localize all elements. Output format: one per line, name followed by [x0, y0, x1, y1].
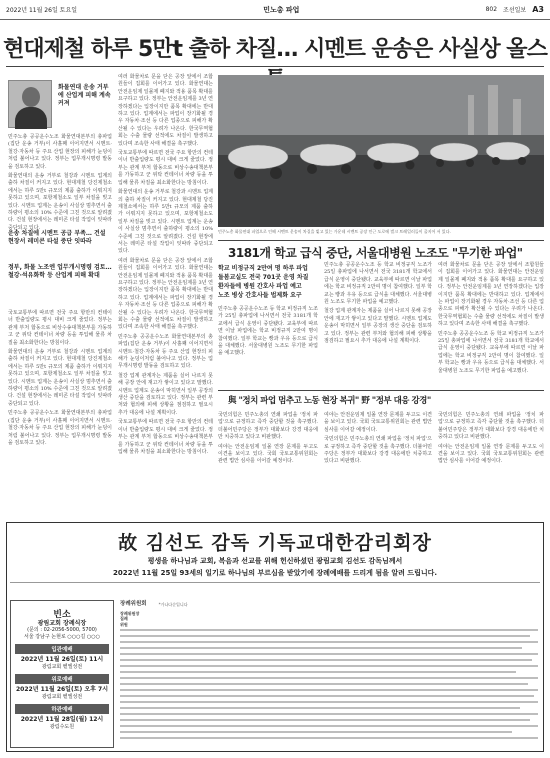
column1-body-text-repeat: 화물연대의 운송 거부로 철강과 시멘트 업계의 출하 차질이 커지고 있다. 현대제철 당진제철소에서는 하루 5만t 규모의 제품 출하가 이뤄지지 못하고 있으며, 포항제철소도 일부 차질을 빚고 있다. 시멘트 업계는 운송이 사실상 멈추면서 출하량이 평소의 10% 수준에 그친 것으로 알려졌다. 건설 현장에서는 레미콘 타설 작업이 잇따라 중단되고 있다. [8, 349, 112, 407]
funeral-place: 광림교회 장례식장 [37, 620, 87, 627]
headline-divider [6, 66, 544, 67]
column1-body [8, 310, 112, 510]
obituary-divider [10, 582, 540, 583]
page-number: A3 [532, 5, 544, 14]
article2-body-2: 민주노총 공공운수노조 등 학교 비정규직 노조가 25일 총파업에 나서면서 전국 3181개 학교에서 급식 운영이 중단됐다. 교육부에 따르면 이날 파업에는 학교 비정규직 2만여 명이 참여했다. 일부 학교는 빵과 우유 등으로 급식을 대체했다. 서울대병원 노조도 무기한 파업을 예고했다. [324, 262, 432, 306]
reporter-body-shape [15, 107, 47, 129]
committee-note: *가나다순입니다 [158, 602, 188, 607]
obituary-subtitle-2: 2022년 11월 25일 93세의 일기로 하나님의 부르심을 받았기에 장례예배를 드리게 됨을 알려 드립니다. [112, 569, 438, 577]
obituary-subtitle: 평생을 하나님과 교회, 복음과 선교를 위해 헌신하셨던 광림교회 김선도 감독님께서 [147, 557, 403, 565]
funeral-room-label: 빈소 [53, 610, 71, 620]
article2-col1 [218, 306, 318, 386]
funeral-address: 서울 강남구 논현로 ○○○길 ○○○ [23, 634, 100, 640]
section-title: 민노총 파업 [263, 5, 300, 14]
page-info [486, 5, 544, 14]
column1-section-head-1: 운송 차질에 시멘트 공급 부족… 건설 현장서 레미콘 타설 중단 잇따라 [8, 230, 106, 245]
column2-body-text-b: 국토교통부에 따르면 전국 주요 항만의 컨테이너 반출입량도 평시 대비 크게 줄었다. 정부는 관계 부처 합동으로 비상수송대책본부를 가동하고 군 위탁 컨테이너 차량 등을 투입해 물류 차질을 최소화한다는 방침이다. [118, 150, 213, 186]
column2-body-text-e: 민주노총 공공운수노조 화물연대본부의 총파업(집단 운송 거부)이 사흘째 이어지면서 시멘트·철강·자동차 등 주요 산업 현장의 피해가 눈덩이처럼 불어나고 있다. 정부는 업무개시명령 발동을 검토하고 있다. [118, 333, 213, 370]
article2-kickers [218, 264, 318, 300]
funeral-committee-list [120, 602, 540, 748]
committee-label-1: 장례위원장 [120, 610, 140, 616]
service-band-3: 하관예배 [15, 704, 109, 714]
article3-top-rule [218, 390, 544, 391]
article3-body-right: 국민의힘은 민주노총의 연쇄 파업을 '정치 파업'으로 규정하고 즉각 중단할 것을 촉구했다. 더불어민주당은 정부가 대화보다 강경 대응에만 치중하고 있다고 비판했다. [438, 412, 544, 441]
article3-body-left-b: 여야는 안전운임제 일몰 연장 문제를 두고도 이견을 보이고 있다. 국회 국토교통위원회는 관련 법안 심사를 이어갈 예정이다. [218, 443, 318, 465]
article2-kicker-1: 학교 비정규직 2만여 명 하루 파업 [218, 265, 308, 272]
page-code: 802 [485, 6, 498, 13]
service-date-2: 2022년 11월 26일(토) 오후 7시 [16, 686, 108, 693]
column1-intro-text: 민주노총 공공운수노조 화물연대본부의 총파업(집단 운송 거부)이 사흘째 이어지면서 시멘트·철강·자동차 등 주요 산업 현장의 피해가 눈덩이처럼 불어나고 있다. 정부는 업무개시명령 발동을 검토하고 있다. [8, 134, 112, 170]
news-photo-svg [218, 75, 544, 227]
reporter-head-shape [22, 87, 40, 107]
service-place-3: 광림수도원 [49, 724, 75, 730]
column1-body-text-2: 국토교통부에 따르면 전국 주요 항만의 컨테이너 반출입량도 평시 대비 크게 줄었다. 정부는 관계 부처 합동으로 비상수송대책본부를 가동하고 군 위탁 컨테이너 차량 등을 투입해 물류 차질을 최소화한다는 방침이다. [8, 310, 112, 346]
article3-col1 [218, 412, 318, 510]
committee-names-block [120, 627, 540, 745]
news-photo [218, 75, 544, 227]
funeral-phone: (문의 : 02-2056-5000, 5700) [27, 627, 97, 633]
photo-caption: 민주노총 화물연대 파업으로 인해 시멘트 운송이 차질을 빚고 있는 가운데 시멘트 공장 인근 도로에 벌크 트레일러들이 줄지어 서 있다. [218, 229, 451, 234]
article2-body-1: 민주노총 공공운수노조 등 학교 비정규직 노조가 25일 총파업에 나서면서 전국 3181개 학교에서 급식 운영이 중단됐다. 교육부에 따르면 이날 파업에는 학교 비정규직 2만여 명이 참여했다. 일부 학교는 빵과 우유 등으로 급식을 대체했다. 서울대병원 노조도 무기한 파업을 예고했다. [218, 306, 318, 357]
article3-subhead: 與 "정치 파업 멈추고 노동 현장 복귀" 野 "정부 대응 강경" [228, 396, 431, 406]
service-place-1: 광림교회 벧엘성전 [41, 664, 83, 670]
article3-body-mid-b: 국민의힘은 민주노총의 연쇄 파업을 '정치 파업'으로 규정하고 즉각 중단할 것을 촉구했다. 더불어민주당은 정부가 대화보다 강경 대응에만 치중하고 있다고 비판했다. [324, 436, 432, 465]
column1-byline-title: 화물연대 운송 거부에 산업계 피해 계속 커져 [58, 84, 111, 107]
article3-body-right-b: 여야는 안전운임제 일몰 연장 문제를 두고도 이견을 보이고 있다. 국회 국토교통위원회는 관련 법안 심사를 이어갈 예정이다. [438, 443, 544, 465]
committee-label-3: 위원 [120, 621, 128, 627]
article2-top-rule [218, 240, 544, 241]
article2-body-2b: 철강 업계 관계자는 제품을 실어 나르지 못해 공장 안에 재고가 쌓이고 있다고 말했다. 시멘트 업계도 운송이 막히면서 일부 공장의 생산 중단을 검토하고 있다. 정부는 관련 부처와 협의해 피해 상황을 점검하고 필요시 추가 대응에 나설 계획이다. [324, 308, 432, 345]
main-headline: 현대제철 하루 5만t 출하 차질… 시멘트 운송은 사실상 올스 [3, 37, 547, 62]
service-date-3: 2022년 11월 28일(월) 12시 [20, 716, 104, 723]
page-header-bar [0, 0, 550, 20]
newspaper-brand: 조선일보 [503, 7, 527, 14]
article2-body-3: 여러 화물차로 문을 닫은 공장 앞에서 조합원들이 집회를 이어가고 있다. 화물연대는 안전운임제 일몰제 폐지와 적용 품목 확대를 요구하고 있다. 정부는 안전운임제를 3년 연장하겠다는 입장이지만 품목 확대에는 반대하고 있다. 업계에서는 파업이 장기화될 경우 자동차·조선 등 다른 업종으로 피해가 확산될 수 있다는 우려가 나온다. 한국무역협회는 수출 물량 선적에도 차질이 발생하고 있다며 조속한 사태 해결을 촉구했다. [438, 262, 544, 328]
article2-kicker-2: 돌봄교실도 전국 701곳 운영 차질 [218, 274, 309, 281]
obituary-title: 故 김선도 감독 기독교대한감리회장 [118, 532, 432, 554]
publication-date: 2022년 11월 26일 토요일 [6, 7, 78, 14]
article2-kicker-3: 환자들에 병원 간호사 파업 예고 [218, 283, 302, 290]
column2-body-text-d: 여러 화물차로 문을 닫은 공장 앞에서 조합원들이 집회를 이어가고 있다. 화물연대는 안전운임제 일몰제 폐지와 적용 품목 확대를 요구하고 있다. 정부는 안전운임제를 3년 연장하겠다는 입장이지만 품목 확대에는 반대하고 있다. 업계에서는 파업이 장기화될 경우 자동차·조선 등 다른 업종으로 피해가 확산될 수 있다는 우려가 나온다. 한국무역협회는 수출 물량 선적에도 차질이 발생하고 있다며 조속한 사태 해결을 촉구했다. [118, 257, 213, 331]
column2-body-text: 여러 화물차로 문을 닫은 공장 앞에서 조합원들이 집회를 이어가고 있다. 화물연대는 안전운임제 일몰제 폐지와 적용 품목 확대를 요구하고 있다. 정부는 안전운임제를 3년 연장하겠다는 입장이지만 품목 확대에는 반대하고 있다. 업계에서는 파업이 장기화될 경우 자동차·조선 등 다른 업종으로 피해가 확산될 수 있다는 우려가 나온다. 한국무역협회는 수출 물량 선적에도 차질이 발생하고 있다며 조속한 사태 해결을 촉구했다. [118, 74, 213, 147]
committee-header: 장례위원회 [120, 601, 147, 607]
article2-body-3b: 민주노총 공공운수노조 등 학교 비정규직 노조가 25일 총파업에 나서면서 전국 3181개 학교에서 급식 운영이 중단됐다. 교육부에 따르면 이날 파업에는 학교 비정규직 2만여 명이 참여했다. 일부 학교는 빵과 우유 등으로 급식을 대체했다. 서울대병원 노조도 무기한 파업을 예고했다. [438, 330, 544, 374]
column2-body-text-f: 철강 업계 관계자는 제품을 실어 나르지 못해 공장 안에 재고가 쌓이고 있다고 말했다. 시멘트 업계도 운송이 막히면서 일부 공장의 생산 중단을 검토하고 있다. 정부는 관련 부처와 협의해 피해 상황을 점검하고 필요시 추가 대응에 나설 계획이다. [118, 372, 213, 416]
column2-body-text-g: 국토교통부에 따르면 전국 주요 항만의 컨테이너 반출입량도 평시 대비 크게 줄었다. 정부는 관계 부처 합동으로 비상수송대책본부를 가동하고 군 위탁 컨테이너 차량 등을 투입해 물류 차질을 최소화한다는 방침이다. [118, 419, 213, 455]
article3-body-left: 국민의힘은 민주노총의 연쇄 파업을 '정치 파업'으로 규정하고 즉각 중단할 것을 촉구했다. 더불어민주당은 정부가 대화보다 강경 대응에만 치중하고 있다고 비판했다. [218, 412, 318, 441]
column1-section-head-2: 정부, 화물 노조엔 업무개시명령 검토… 철강·석유화학 등 산업계 피해 확대 [8, 264, 112, 279]
article3-col2 [324, 412, 432, 510]
service-band-1: 입관예배 [15, 644, 109, 654]
article2-col3 [438, 262, 544, 386]
column1-body-text: 화물연대의 운송 거부로 철강과 시멘트 업계의 출하 차질이 커지고 있다. 현대제철 당진제철소에서는 하루 5만t 규모의 제품 출하가 이뤄지지 못하고 있으며, 포항제철소도 일부 차질을 빚고 있다. 시멘트 업계는 운송이 사실상 멈추면서 출하량이 평소의 10% 수준에 그친 것으로 알려졌다. 건설 현장에서는 레미콘 타설 작업이 잇따라 중단되고 있다. [8, 173, 112, 231]
article3-col3 [438, 412, 544, 510]
column2-body [118, 74, 213, 510]
column1-intro [8, 134, 112, 231]
article2-kicker-4: 노조 병상 간호사들 법제화 요구 [218, 292, 302, 299]
service-band-2: 위로예배 [15, 674, 109, 684]
funeral-info-box [10, 600, 114, 748]
service-date-1: 2022년 11월 26일(토) 11시 [20, 656, 104, 663]
article2-title: 3181개 학교 급식 중단, 서울대병원 노조도 "무기한 파업" [228, 246, 523, 260]
column2-body-text-c: 화물연대의 운송 거부로 철강과 시멘트 업계의 출하 차질이 커지고 있다. 현대제철 당진제철소에서는 하루 5만t 규모의 제품 출하가 이뤄지지 못하고 있으며, 포항제철소도 일부 차질을 빚고 있다. 시멘트 업계는 운송이 사실상 멈추면서 출하량이 평소의 10% 수준에 그친 것으로 알려졌다. 건설 현장에서는 레미콘 타설 작업이 잇따라 중단되고 있다. [118, 189, 213, 255]
column1-intro-repeat: 민주노총 공공운수노조 화물연대본부의 총파업(집단 운송 거부)이 사흘째 이어지면서 시멘트·철강·자동차 등 주요 산업 현장의 피해가 눈덩이처럼 불어나고 있다. 정부는 업무개시명령 발동을 검토하고 있다. [8, 410, 112, 446]
article2-col2 [324, 262, 432, 386]
service-place-2: 광림교회 벧엘성전 [41, 694, 83, 700]
committee-label-2: 집례 [120, 616, 128, 622]
article3-body-mid: 여야는 안전운임제 일몰 연장 문제를 두고도 이견을 보이고 있다. 국회 국토교통위원회는 관련 법안 심사를 이어갈 예정이다. [324, 412, 432, 433]
reporter-photo [8, 80, 52, 128]
